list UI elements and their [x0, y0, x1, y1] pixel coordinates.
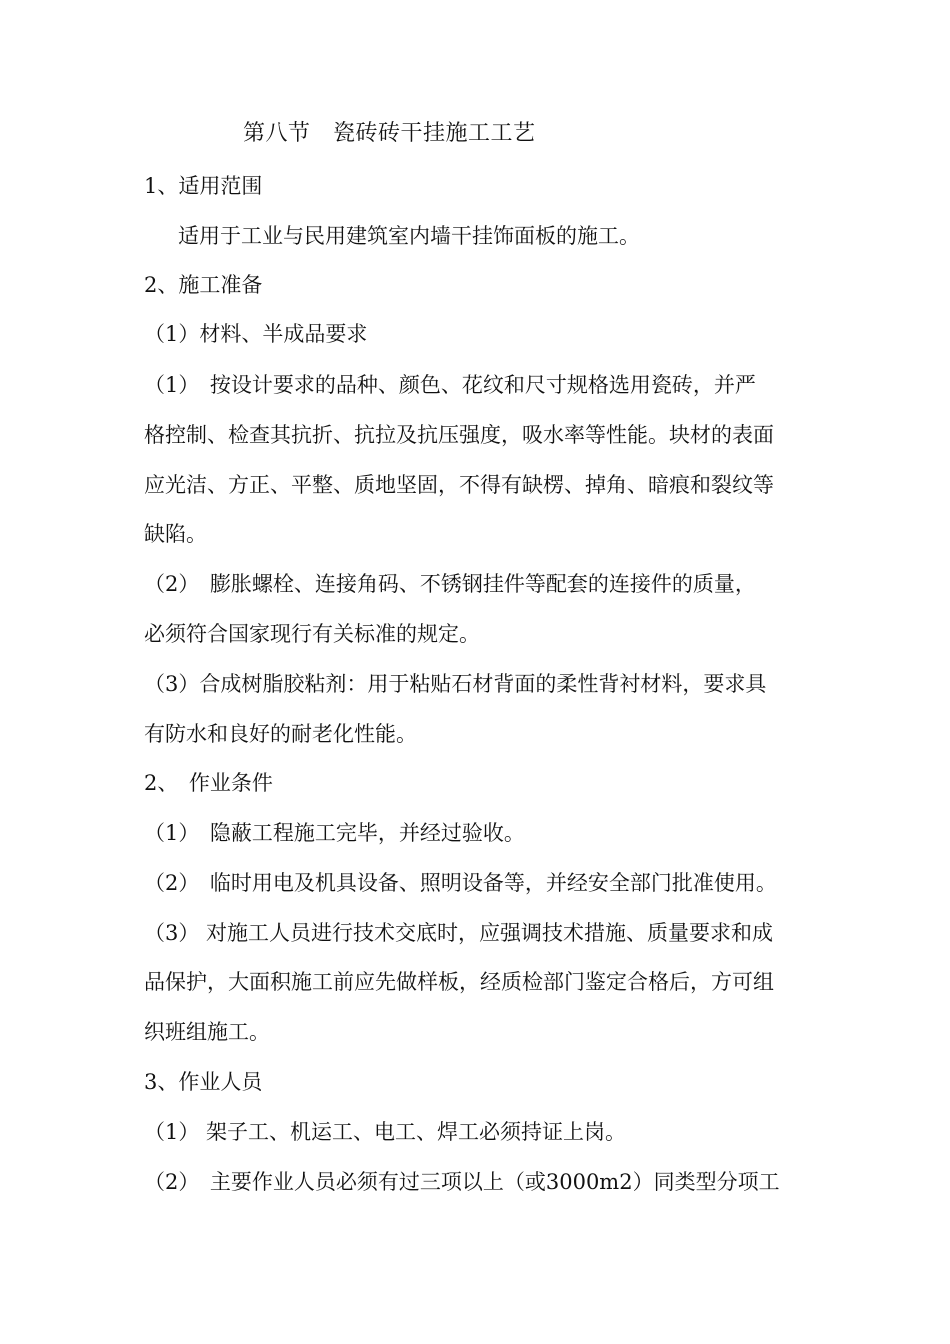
paragraph-line: 缺陷。 [144, 522, 207, 546]
paragraph-line: （1） 架子工、机运工、电工、焊工必须持证上岗。 [144, 1120, 627, 1144]
heading-preparation: 2、施工准备 [144, 273, 263, 297]
paragraph-line: 格控制、检查其抗折、抗拉及抗压强度，吸水率等性能。块材的表面 [144, 423, 774, 447]
paragraph-line: 有防水和良好的耐老化性能。 [144, 722, 417, 746]
paragraph-line: （1） 隐蔽工程施工完毕，并经过验收。 [144, 821, 525, 845]
paragraph-line: （2） 临时用电及机具设备、照明设备等，并经安全部门批准使用。 [144, 871, 777, 895]
paragraph-line: 必须符合国家现行有关标准的规定。 [144, 622, 480, 646]
subheading-materials: （1）材料、半成品要求 [144, 322, 368, 346]
paragraph-scope: 适用于工业与民用建筑室内墙干挂饰面板的施工。 [178, 224, 640, 248]
heading-scope: 1、适用范围 [144, 174, 263, 198]
heading-personnel: 3、作业人员 [144, 1070, 263, 1094]
paragraph-line: （2） 主要作业人员必须有过三项以上（或3000m2）同类型分项工 [144, 1170, 780, 1194]
paragraph-line: （2） 膨胀螺栓、连接角码、不锈钢挂件等配套的连接件的质量， [144, 572, 756, 596]
heading-conditions: 2、 作业条件 [144, 771, 273, 795]
paragraph-line: （3）合成树脂胶粘剂：用于粘贴石材背面的柔性背衬材料，要求具 [144, 672, 767, 696]
paragraph-line: （1） 按设计要求的品种、颜色、花纹和尺寸规格选用瓷砖，并严 [144, 373, 756, 397]
paragraph-line: 品保护，大面积施工前应先做样板，经质检部门鉴定合格后，方可组 [144, 970, 774, 994]
section-title: 第八节 瓷砖砖干挂施工工艺 [243, 121, 536, 146]
paragraph-line: 织班组施工。 [144, 1020, 270, 1044]
paragraph-line: 应光洁、方正、平整、质地坚固，不得有缺楞、掉角、暗痕和裂纹等 [144, 473, 774, 497]
paragraph-line: （3） 对施工人员进行技术交底时，应强调技术措施、质量要求和成 [144, 921, 774, 945]
